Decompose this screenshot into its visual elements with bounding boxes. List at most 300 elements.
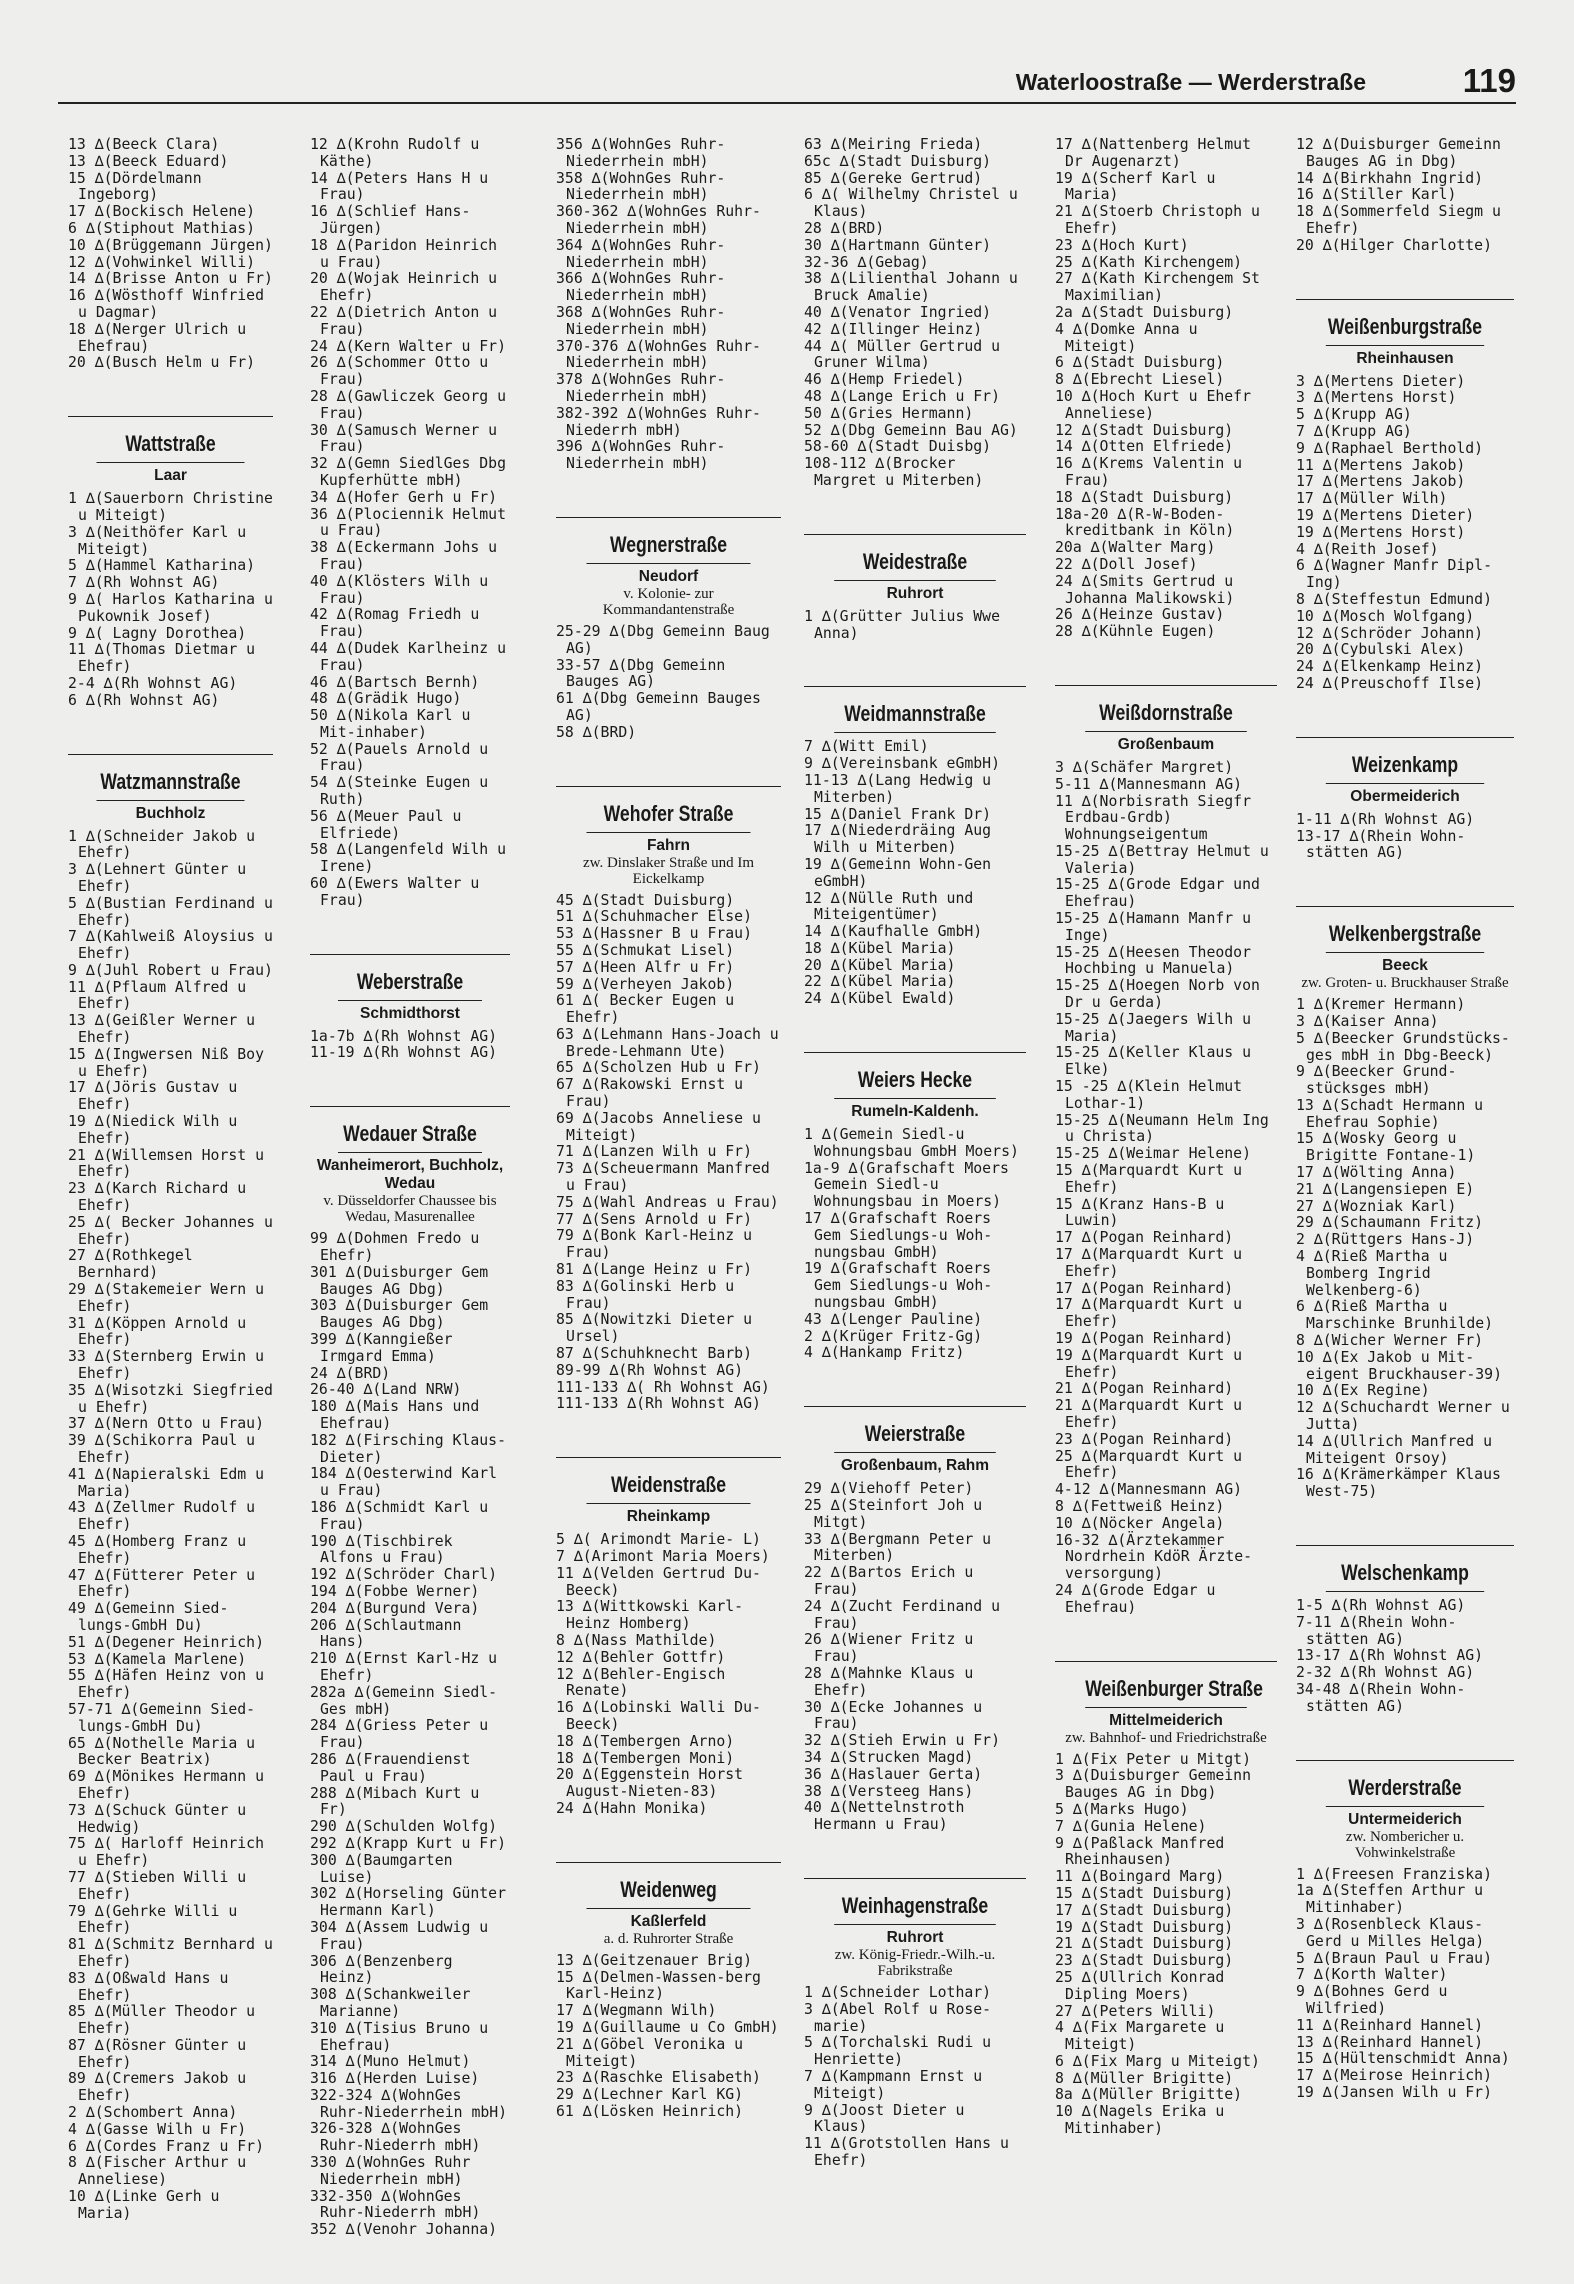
page-number: 119 — [1462, 62, 1516, 99]
street-section — [556, 1862, 781, 1947]
address-entry: 15-25 ∆(Weimar Helene) — [1055, 1145, 1251, 1163]
address-entry: 16 ∆(Krems Valentin u Frau) — [1055, 455, 1251, 489]
address-entry: 44 ∆( Müller Gertrud u Gruner Wilma) — [804, 337, 1009, 372]
address-entry: 5-11 ∆(Mannesmann AG) — [1055, 775, 1243, 793]
address-entry: 194 ∆(Fobbe Werner) — [310, 1582, 480, 1600]
district-name: Großenbaum — [1117, 735, 1215, 753]
address-entry: 10 ∆(Hoch Kurt u Ehefr Anneliese) — [1055, 387, 1260, 422]
address-entry: 73 ∆(Schuck Günter u Hedwig) — [68, 1801, 256, 1836]
street-section — [1296, 906, 1514, 991]
address-entry: 17 ∆(Marquardt Kurt u Ehefr) — [1055, 1246, 1251, 1280]
address-entry: 111-133 ∆( Rh Wohnst AG) — [556, 1378, 770, 1396]
street-section — [1296, 299, 1514, 368]
street-name: Weizenkamp — [1326, 752, 1484, 784]
address-entry: 7 ∆(Rh Wohnst AG) — [68, 574, 220, 592]
address-entry: 15 ∆(Delmen-Wassen-berg Karl-Heinz) — [556, 1968, 770, 2003]
address-entry: 18 ∆(Kübel Maria) — [804, 939, 956, 957]
address-entry: 59 ∆(Verheyen Jakob) — [556, 975, 735, 993]
address-entry: 22 ∆(Kübel Maria) — [804, 973, 956, 991]
address-entry: 22 ∆(Bartos Erich u Frau) — [804, 1564, 983, 1599]
address-entry: 322-324 ∆(WohnGes Ruhr-Niederrhein mbH) — [310, 2086, 508, 2121]
street-name: Watzmannstraße — [97, 769, 245, 801]
address-entry: 25 ∆(Marquardt Kurt u Ehefr) — [1055, 1447, 1251, 1482]
address-entry: 27 ∆(Kath Kirchengem St Maximilian) — [1055, 270, 1269, 305]
address-entry: 21 ∆(Göbel Veronika u Miteigt) — [556, 2035, 752, 2070]
address-entry: 326-328 ∆(WohnGes Ruhr-Niederrh mbH) — [310, 2120, 481, 2155]
address-entry: 13 ∆(Geitzenauer Brig) — [556, 1951, 752, 1969]
address-entry: 17 ∆(Pogan Reinhard) — [1055, 1279, 1234, 1297]
address-entry: 34-48 ∆(Rhein Wohn-stätten AG) — [1296, 1681, 1466, 1715]
address-entry: 7 ∆(Witt Emil) — [804, 738, 929, 756]
street-name: Werderstraße — [1326, 1775, 1484, 1807]
address-entry: 11 ∆(Norbisrath Siegfr Erdbau-Grdb) Wohnungseigentum — [1055, 792, 1260, 844]
address-entry: 13 ∆(Reinhard Hannel) — [1296, 2033, 1484, 2051]
address-entry: 21 ∆(Langensiepen E) — [1296, 1180, 1475, 1198]
street-note: zw. König-Friedr.-Wilh.-u. Fabrikstraße — [834, 1946, 996, 1979]
address-entry: 1a-7b ∆(Rh Wohnst AG) — [310, 1027, 498, 1045]
address-entry: 46 ∆(Hemp Friedel) — [804, 371, 965, 389]
address-entry: 85 ∆(Gereke Gertrud) — [804, 169, 983, 187]
address-entry: 53 ∆(Kamela Marlene) — [68, 1650, 247, 1668]
address-entry: 60 ∆(Ewers Walter u Frau) — [310, 875, 489, 909]
address-entry: 30 ∆(Samusch Werner u Frau) — [310, 421, 506, 456]
address-entry: 4 ∆(Fix Margarete u Miteigt) — [1055, 2019, 1234, 2054]
address-entry: 87 ∆(Rösner Günter u Ehefr) — [68, 2036, 256, 2071]
address-entry: 302 ∆(Horseling Günter Hermann Karl) — [310, 1885, 515, 1920]
address-entry: 15-25 ∆(Bettray Helmut u Valeria) — [1055, 842, 1278, 877]
address-entry: 308 ∆(Schankweiler Marianne) — [310, 1986, 480, 2020]
address-entry: 36 ∆(Haslauer Gerta) — [804, 1765, 983, 1783]
address-entry: 10 ∆(Mosch Wolfgang) — [1296, 607, 1475, 625]
address-entry: 13 ∆(Schadt Hermann u Ehefrau Sophie) — [1296, 1096, 1492, 1131]
address-entry: 378 ∆(WohnGes Ruhr-Niederrhein mbH) — [556, 371, 726, 405]
address-entry: 15 ∆(Marquardt Kurt u Ehefr) — [1055, 1162, 1251, 1196]
address-entry: 18 ∆(Stadt Duisburg) — [1055, 488, 1234, 506]
address-entry: 12 ∆(Krohn Rudolf u Käthe) — [310, 136, 489, 170]
address-entry: 16-32 ∆(Ärztekammer Nordrhein KdöR Ärzte-versorgung) — [1055, 1531, 1253, 1583]
address-entry: 7 ∆(Arimont Maria Moers) — [556, 1548, 770, 1566]
address-entry: 28 ∆(BRD) — [804, 219, 885, 237]
address-entry: 12 ∆(Nülle Ruth und Miteigentümer) — [804, 889, 983, 924]
address-entry: 11 ∆(Reinhard Hannel) — [1296, 2016, 1484, 2034]
street-note: v. Kolonie- zur Kommandantenstraße — [602, 585, 735, 618]
address-entry: 3 ∆(Lehnert Günter u Ehefr) — [68, 861, 256, 895]
address-entry: 8 ∆(Müller Brigitte) — [1055, 2069, 1234, 2087]
address-entry: 81 ∆(Schmitz Bernhard u Ehefr) — [68, 1936, 282, 1970]
address-entry: 8 ∆(Nass Mathilde) — [556, 1632, 717, 1649]
address-entry: 6 ∆(Fix Marg u Miteigt) — [1055, 2052, 1260, 2070]
address-entry: 79 ∆(Gehrke Willi u Ehefr) — [68, 1902, 247, 1937]
address-entry: 15 ∆(Wosky Georg u Brigitte Fontane-1) — [1296, 1130, 1476, 1165]
address-entry: 3 ∆(Kaiser Anna) — [1296, 1012, 1439, 1030]
address-entry: 63 ∆(Lehmann Hans-Joach u Brede-Lehmann Ute) — [556, 1025, 788, 1060]
address-entry: 6 ∆(Wagner Manfr Dipl-Ing) — [1296, 557, 1492, 592]
street-name: Weidmannstraße — [834, 701, 996, 733]
address-entry: 26 ∆(Schommer Otto u Frau) — [310, 354, 498, 389]
address-entry: 21 ∆(Stadt Duisburg) — [1055, 1935, 1234, 1953]
address-entry: 1a ∆(Steffen Arthur u Mitinhaber) — [1296, 1882, 1492, 1917]
street-section — [556, 786, 781, 887]
address-entry: 17 ∆(Wölting Anna) — [1296, 1164, 1457, 1182]
address-entry: 15 -25 ∆(Klein Helmut Lothar-1) — [1055, 1078, 1251, 1112]
address-entry: 43 ∆(Zellmer Rudolf u Ehefr) — [68, 1499, 264, 1534]
address-entry: 9 ∆( Harlos Katharina u Pukownik Josef) — [68, 590, 282, 625]
address-entry: 15 ∆(Hültenschmidt Anna) — [1296, 2050, 1510, 2068]
street-note: zw. Dinslaker Straße und Im Eickelkamp — [582, 854, 755, 887]
address-entry: 89 ∆(Cremers Jakob u Ehefr) — [68, 2070, 256, 2105]
address-entry: 45 ∆(Homberg Franz u Ehefr) — [68, 1532, 256, 1567]
address-entry: 46 ∆(Bartsch Bernh) — [310, 673, 480, 691]
address-entry: 75 ∆(Wahl Andreas u Frau) — [556, 1193, 779, 1211]
address-entry: 9 ∆(Paßlack Manfred Rheinhausen) — [1055, 1834, 1234, 1869]
address-entry: 16 ∆(Lobinski Walli Du-Beeck) — [556, 1699, 761, 1733]
district-name: Rheinhausen — [1356, 349, 1454, 367]
street-name: Weiers Hecke — [834, 1067, 996, 1099]
district-name: Obermeiderich — [1350, 787, 1460, 805]
address-entry: 3 ∆(Abel Rolf u Rose-marie) — [804, 2000, 992, 2035]
address-entry: 25 ∆( Becker Johannes u Ehefr) — [68, 1213, 282, 1248]
address-entry: 2 ∆(Rüttgers Hans-J) — [1296, 1231, 1475, 1249]
address-entry: 34 ∆(Strucken Magd) — [804, 1748, 974, 1766]
district-name: Buchholz — [135, 804, 206, 822]
address-entry: 16 ∆(Stiller Karl) — [1296, 186, 1457, 204]
address-entry: 180 ∆(Mais Hans und Ehefrau) — [310, 1398, 489, 1433]
address-entry: 111-133 ∆(Rh Wohnst AG) — [556, 1395, 761, 1413]
address-entry: 26-40 ∆(Land NRW) — [310, 1381, 462, 1399]
address-entry: 83 ∆(Golinski Herb u Frau) — [556, 1277, 744, 1312]
address-entry: 23 ∆(Hoch Kurt) — [1055, 236, 1189, 254]
address-entry: 11 ∆(Grotstollen Hans u Ehefr) — [804, 2135, 1018, 2169]
street-name: Weißenburger Straße — [1085, 1676, 1247, 1708]
district-name: Laar — [154, 467, 187, 485]
address-entry: 11 ∆(Mertens Jakob) — [1296, 456, 1466, 474]
address-entry: 7 ∆(Gunia Helene) — [1055, 1817, 1207, 1835]
address-entry: 2a ∆(Stadt Duisburg) — [1055, 303, 1234, 321]
district-name: Beeck — [1382, 957, 1428, 975]
address-entry: 8 ∆(Fettweiß Heinz) — [1055, 1497, 1225, 1515]
address-entry: 282a ∆(Gemeinn Siedl-Ges mbH) — [310, 1683, 498, 1718]
address-entry: 366 ∆(WohnGes Ruhr-Niederrhein mbH) — [556, 270, 726, 305]
address-entry: 7 ∆(Kahlweiß Aloysius u Ehefr) — [68, 928, 282, 963]
address-entry: 27 ∆(Peters Willi) — [1055, 2002, 1216, 2020]
address-entry: 31 ∆(Köppen Arnold u Ehefr) — [68, 1314, 256, 1349]
address-entry: 18a-20 ∆(R-W-Boden-kreditbank in Köln) — [1055, 505, 1235, 540]
street-section — [1055, 1661, 1277, 1746]
address-entry: 1 ∆(Grütter Julius Wwe Anna) — [804, 607, 1009, 642]
address-entry: 360-362 ∆(WohnGes Ruhr-Niederrhein mbH) — [556, 203, 761, 237]
address-entry: 3 ∆(Rosenbleck Klaus-Gerd u Milles Helga) — [1296, 1915, 1485, 1950]
district-name: Rheinkamp — [626, 1508, 711, 1526]
address-entry: 30 ∆(Hartmann Günter) — [804, 236, 992, 254]
address-entry: 42 ∆(Romag Friedh u Frau) — [310, 606, 489, 641]
address-entry: 17 ∆(Mertens Jakob) — [1296, 473, 1466, 491]
address-entry: 17 ∆(Stadt Duisburg) — [1055, 1901, 1234, 1919]
street-name: Welkenbergstraße — [1326, 921, 1484, 953]
address-entry: 12 ∆(Vohwinkel Willi) — [68, 253, 256, 271]
address-entry: 15-25 ∆(Neumann Helm Ing u Christa) — [1055, 1111, 1278, 1146]
address-entry: 1 ∆(Fix Peter u Mitgt) — [1055, 1750, 1251, 1768]
address-entry: 40 ∆(Venator Ingried) — [804, 303, 992, 321]
address-entry: 11 ∆(Pflaum Alfred u Ehefr) — [68, 978, 256, 1013]
address-entry: 61 ∆( Becker Eugen u Ehefr) — [556, 992, 744, 1027]
street-name: Welschenkamp — [1326, 1560, 1484, 1592]
address-entry: 7 ∆(Krupp AG) — [1296, 422, 1412, 440]
address-entry: 8 ∆(Ebrecht Liesel) — [1055, 371, 1225, 389]
street-name: Weißdornstraße — [1085, 700, 1247, 732]
address-entry: 11 ∆(Thomas Dietmar u Ehefr) — [68, 641, 264, 676]
address-entry: 36 ∆(Plociennik Helmut u Frau) — [310, 505, 515, 540]
address-entry: 24 ∆(Hahn Monika) — [556, 1799, 708, 1817]
address-entry: 17 ∆(Grafschaft Roers Gem Siedlungs-u Woh-nungsbau GmbH) — [804, 1210, 1000, 1261]
street-section — [310, 954, 510, 1023]
address-entry: 13 ∆(Geißler Werner u Ehefr) — [68, 1012, 264, 1047]
address-entry: 210 ∆(Ernst Karl-Hz u Ehefr) — [310, 1650, 506, 1684]
address-entry: 33-57 ∆(Dbg Gemeinn Bauges AG) — [556, 656, 735, 691]
address-entry: 186 ∆(Schmidt Karl u Frau) — [310, 1499, 498, 1533]
street-name: Weidenstraße — [587, 1472, 751, 1504]
address-entry: 5 ∆(Marks Hugo) — [1055, 1800, 1189, 1818]
address-entry: 14 ∆(Ullrich Manfred u Miteigent Orsoy) — [1296, 1432, 1501, 1467]
address-entry: 39 ∆(Schikorra Paul u Ehefr) — [68, 1432, 264, 1466]
address-entry: 9 ∆(Raphael Berthold) — [1296, 439, 1484, 457]
address-entry: 21 ∆(Marquardt Kurt u Ehefr) — [1055, 1397, 1251, 1431]
address-entry: 49 ∆(Gemeinn Sied-lungs-GmbH Du) — [68, 1600, 229, 1634]
address-entry: 17 ∆(Meirose Heinrich) — [1296, 2067, 1492, 2085]
address-entry: 51 ∆(Schuhmacher Else) — [556, 908, 752, 926]
address-entry: 7 ∆(Korth Walter) — [1296, 1966, 1448, 1984]
street-section — [1296, 1760, 1514, 1861]
address-entry: 5 ∆( Arimondt Marie- L) — [556, 1531, 761, 1549]
column-5 — [1055, 137, 1277, 2138]
address-entry: 13-17 ∆(Rh Wohnst AG) — [1296, 1647, 1484, 1665]
street-section — [1055, 685, 1277, 754]
address-entry: 14 ∆(Brisse Anton u Fr) — [68, 270, 273, 288]
address-entry: 57 ∆(Heen Alfr u Fr) — [556, 958, 735, 976]
address-entry: 19 ∆(Stadt Duisburg) — [1055, 1918, 1234, 1936]
address-entry: 9 ∆( Lagny Dorothea) — [68, 624, 247, 642]
address-entry: 15 ∆(Stadt Duisburg) — [1055, 1884, 1234, 1902]
address-entry: 29 ∆(Stakemeier Wern u Ehefr) — [68, 1281, 273, 1315]
address-entry: 7-11 ∆(Rhein Wohn-stätten AG) — [1296, 1613, 1457, 1648]
address-entry: 67 ∆(Rakowski Ernst u Frau) — [556, 1076, 752, 1111]
address-entry: 3 ∆(Mertens Horst) — [1296, 389, 1457, 407]
address-entry: 316 ∆(Herden Luise) — [310, 2070, 480, 2088]
running-title: Waterloostraße — Werderstraße — [1015, 69, 1366, 95]
district-name: Ruhrort — [886, 584, 944, 602]
address-entry: 18 ∆(Tembergen Moni) — [556, 1749, 735, 1767]
address-entry: 18 ∆(Sommerfeld Siegm u Ehefr) — [1296, 203, 1510, 237]
address-entry: 3 ∆(Duisburger Gemeinn Bauges AG in Dbg) — [1055, 1767, 1260, 1802]
address-entry: 19 ∆(Marquardt Kurt u Ehefr) — [1055, 1346, 1251, 1381]
address-entry: 17 ∆(Nattenberg Helmut Dr Augenarzt) — [1055, 136, 1260, 170]
address-entry: 83 ∆(Oßwald Hans u Ehefr) — [68, 1969, 238, 2004]
address-entry: 17 ∆(Niederdräing Aug Wilh u Miterben) — [804, 822, 1000, 857]
address-entry: 13 ∆(Beeck Clara) — [68, 136, 220, 153]
address-entry: 6 ∆(Stiphout Mathias) — [68, 219, 256, 237]
address-entry: 18 ∆(Tembergen Arno) — [556, 1732, 735, 1750]
address-entry: 15-25 ∆(Grode Edgar und Ehefrau) — [1055, 876, 1269, 911]
address-entry: 10 ∆(Nöcker Angela) — [1055, 1514, 1225, 1532]
address-entry: 81 ∆(Lange Heinz u Fr) — [556, 1261, 752, 1279]
address-entry: 292 ∆(Krapp Kurt u Fr) — [310, 1834, 506, 1852]
address-entry: 4-12 ∆(Mannesmann AG) — [1055, 1481, 1243, 1499]
address-entry: 19 ∆(Scherf Karl u Maria) — [1055, 169, 1225, 204]
district-name: Großenbaum, Rahm — [840, 1457, 990, 1475]
address-entry: 54 ∆(Steinke Eugen u Ruth) — [310, 774, 498, 809]
address-entry: 34 ∆(Hofer Gerh u Fr) — [310, 488, 498, 506]
street-section — [804, 686, 1026, 733]
address-entry: 42 ∆(Illinger Heinz) — [804, 320, 983, 338]
address-entry: 358 ∆(WohnGes Ruhr-Niederrhein mbH) — [556, 169, 726, 204]
address-entry: 399 ∆(Kanngießer Irmgard Emma) — [310, 1331, 462, 1365]
address-entry: 284 ∆(Griess Peter u Frau) — [310, 1717, 498, 1752]
address-entry: 1a-9 ∆(Grafschaft Moers Gemein Siedl-u Wohnungsbau in Moers) — [804, 1159, 1018, 1211]
address-entry: 303 ∆(Duisburger Gem Bauges AG Dbg) — [310, 1297, 498, 1332]
address-entry: 73 ∆(Scheuermann Manfred u Frau) — [556, 1160, 779, 1195]
address-entry: 7 ∆(Kampmann Ernst u Miteigt) — [804, 2067, 992, 2102]
address-entry: 77 ∆(Sens Arnold u Fr) — [556, 1210, 752, 1228]
address-entry: 14 ∆(Birkhahn Ingrid) — [1296, 169, 1484, 187]
address-entry: 29 ∆(Viehoff Peter) — [804, 1480, 974, 1498]
address-entry: 61 ∆(Lösken Heinrich) — [556, 2102, 744, 2120]
address-entry: 13-17 ∆(Rhein Wohn-stätten AG) — [1296, 827, 1466, 862]
district-name: Fahrn — [646, 836, 691, 854]
address-entry: 38 ∆(Lilienthal Johann u Bruck Amalie) — [804, 270, 1027, 305]
address-entry: 2-4 ∆(Rh Wohnst AG) — [68, 674, 238, 692]
address-entry: 206 ∆(Schlautmann Hans) — [310, 1616, 471, 1651]
street-section — [68, 416, 273, 485]
address-entry: 2-32 ∆(Rh Wohnst AG) — [1296, 1664, 1475, 1682]
address-entry: 19 ∆(Mertens Horst) — [1296, 523, 1466, 541]
address-entry: 65 ∆(Nothelle Maria u Becker Beatrix) — [68, 1734, 264, 1769]
address-entry: 45 ∆(Stadt Duisburg) — [556, 891, 735, 909]
address-entry: 15 ∆(Ingwersen Niß Boy u Ehefr) — [68, 1045, 273, 1080]
address-entry: 23 ∆(Pogan Reinhard) — [1055, 1430, 1234, 1448]
address-entry: 4 ∆(Domke Anna u Miteigt) — [1055, 320, 1207, 355]
address-entry: 14 ∆(Otten Elfriede) — [1055, 438, 1234, 456]
address-entry: 5 ∆(Torchalski Rudi u Henriette) — [804, 2034, 1000, 2069]
address-entry: 19 ∆(Grafschaft Roers Gem Siedlungs-u Woh-nungsbau GmbH) — [804, 1260, 1000, 1312]
address-entry: 1 ∆(Schneider Jakob u Ehefr) — [68, 827, 264, 862]
address-entry: 10 ∆(Ex Jakob u Mit-eigent Bruckhauser-39) — [1296, 1348, 1502, 1383]
address-entry: 12 ∆(Duisburger Gemeinn Bauges AG in Dbg) — [1296, 136, 1510, 170]
address-entry: 3 ∆(Schäfer Margret) — [1055, 758, 1234, 776]
address-entry: 65 ∆(Scholzen Hub u Fr) — [556, 1059, 761, 1077]
district-name: Mittelmeiderich — [1109, 1711, 1223, 1729]
address-entry: 99 ∆(Dohmen Fredo u Ehefr) — [310, 1230, 489, 1265]
address-entry: 51 ∆(Degener Heinrich) — [68, 1633, 264, 1651]
address-entry: 11-19 ∆(Rh Wohnst AG) — [310, 1044, 498, 1062]
address-entry: 20a ∆(Walter Marg) — [1055, 539, 1216, 557]
address-entry: 1 ∆(Gemein Siedl-u Wohnungsbau GmbH Moers) — [804, 1126, 1019, 1160]
address-entry: 9 ∆(Juhl Robert u Frau) — [68, 961, 273, 979]
street-name: Weidenweg — [587, 1877, 751, 1909]
address-entry: 17 ∆(Müller Wilh) — [1296, 490, 1448, 508]
address-entry: 24 ∆(Grode Edgar u Ehefrau) — [1055, 1581, 1225, 1616]
address-entry: 38 ∆(Versteeg Hans) — [804, 1782, 974, 1800]
address-entry: 15 ∆(Kranz Hans-B u Luwin) — [1055, 1195, 1234, 1230]
street-name: Weinhagenstraße — [834, 1893, 996, 1925]
address-entry: 61 ∆(Dbg Gemeinn Bauges AG) — [556, 690, 770, 724]
address-entry: 85 ∆(Nowitzki Dieter u Ursel) — [556, 1311, 761, 1346]
address-entry: 370-376 ∆(WohnGes Ruhr-Niederrhein mbH) — [556, 337, 761, 372]
address-entry: 12 ∆(Behler Gottfr) — [556, 1648, 726, 1666]
address-entry: 15 ∆(Daniel Frank Dr) — [804, 805, 992, 823]
address-entry: 9 ∆(Joost Dieter u Klaus) — [804, 2101, 974, 2136]
address-entry: 21 ∆(Stoerb Christoph u Ehefr) — [1055, 203, 1269, 237]
address-entry: 57-71 ∆(Gemeinn Sied-lungs-GmbH Du) — [68, 1700, 256, 1735]
address-entry: 55 ∆(Schmukat Lisel) — [556, 941, 735, 959]
address-entry: 32 ∆(Gemn SiedlGes Dbg Kupferhütte mbH) — [310, 455, 515, 489]
address-entry: 43 ∆(Lenger Pauline) — [804, 1310, 983, 1328]
address-entry: 356 ∆(WohnGes Ruhr-Niederrhein mbH) — [556, 136, 726, 170]
address-entry: 75 ∆( Harloff Heinrich u Ehefr) — [68, 1835, 273, 1870]
address-entry: 40 ∆(Klösters Wilh u Frau) — [310, 572, 498, 607]
address-entry: 20 ∆(Eggenstein Horst August-Nieten-83) — [556, 1766, 752, 1801]
street-note: a. d. Ruhrorter Straße — [603, 1930, 734, 1947]
district-name: Rumeln-Kaldenh. — [851, 1103, 979, 1121]
address-entry: 108-112 ∆(Brocker Margret u Miterben) — [804, 455, 984, 489]
address-entry: 9 ∆(Vereinsbank eGmbH) — [804, 755, 1000, 773]
address-entry: 69 ∆(Jacobs Anneliese u Miteigt) — [556, 1109, 770, 1144]
street-section — [804, 534, 1026, 603]
address-entry: 30 ∆(Ecke Johannes u Frau) — [804, 1698, 992, 1733]
address-entry: 69 ∆(Mönikes Hermann u Ehefr) — [68, 1768, 273, 1802]
address-entry: 71 ∆(Lanzen Wilh u Fr) — [556, 1143, 752, 1161]
address-entry: 63 ∆(Meiring Frieda) — [804, 136, 983, 153]
address-entry: 19 ∆(Gemeinn Wohn-Gen eGmbH) — [804, 855, 1000, 890]
district-name: Kaßlerfeld — [630, 1912, 707, 1930]
address-entry: 10 ∆(Nagels Erika u Mitinhaber) — [1055, 2103, 1234, 2138]
address-entry: 17 ∆(Wegmann Wilh) — [556, 2002, 717, 2020]
street-note: zw. Groten- u. Bruckhauser Straße — [1301, 975, 1509, 992]
address-entry: 286 ∆(Frauendienst Paul u Frau) — [310, 1750, 480, 1785]
address-entry: 304 ∆(Assem Ludwig u Frau) — [310, 1918, 498, 1953]
street-name: Wegnerstraße — [587, 532, 751, 564]
address-entry: 28 ∆(Gawliczek Georg u Frau) — [310, 387, 515, 422]
address-entry: 314 ∆(Muno Helmut) — [310, 2053, 471, 2071]
address-entry: 77 ∆(Stieben Willi u Ehefr) — [68, 1868, 256, 1903]
address-entry: 20 ∆(Hilger Charlotte) — [1296, 236, 1492, 254]
address-entry: 35 ∆(Wisotzki Siegfried u Ehefr) — [68, 1381, 282, 1416]
street-section — [68, 754, 273, 823]
address-entry: 1-5 ∆(Rh Wohnst AG) — [1296, 1597, 1466, 1615]
street-name: Wattstraße — [97, 431, 245, 463]
address-entry: 44 ∆(Dudek Karlheinz u Frau) — [310, 639, 515, 674]
address-entry: 11 ∆(Boingard Marg) — [1055, 1868, 1225, 1886]
address-entry: 6 ∆(Cordes Franz u Fr) — [68, 2137, 264, 2155]
address-entry: 6 ∆(Rh Wohnst AG) — [68, 691, 220, 709]
address-entry: 53 ∆(Hassner B u Frau) — [556, 925, 752, 943]
address-entry: 20 ∆(Busch Helm u Fr) — [68, 354, 256, 372]
address-entry: 8 ∆(Steffestun Edmund) — [1296, 590, 1492, 608]
address-entry: 21 ∆(Pogan Reinhard) — [1055, 1380, 1234, 1398]
address-entry: 19 ∆(Pogan Reinhard) — [1055, 1330, 1234, 1347]
address-entry: 8 ∆(Wicher Werner Fr) — [1296, 1332, 1484, 1350]
column-1 — [68, 136, 282, 2223]
address-entry: 23 ∆(Stadt Duisburg) — [1055, 1952, 1234, 1970]
column-4 — [804, 137, 1026, 2170]
address-entry: 24 ∆(Elkenkamp Heinz) — [1296, 658, 1484, 676]
address-entry: 4 ∆(Rieß Martha u Bomberg Ingrid Welkenberg-6) — [1296, 1248, 1457, 1299]
address-entry: 23 ∆(Raschke Elisabeth) — [556, 2069, 761, 2087]
address-entry: 1 ∆(Kremer Hermann) — [1296, 996, 1466, 1014]
address-entry: 23 ∆(Karch Richard u Ehefr) — [68, 1180, 256, 1215]
address-entry: 28 ∆(Mahnke Klaus u Ehefr) — [804, 1665, 983, 1699]
address-entry: 27 ∆(Rothkegel Bernhard) — [68, 1247, 202, 1282]
address-entry: 17 ∆(Bockisch Helene) — [68, 203, 256, 221]
address-entry: 18 ∆(Paridon Heinrich u Frau) — [310, 236, 506, 271]
